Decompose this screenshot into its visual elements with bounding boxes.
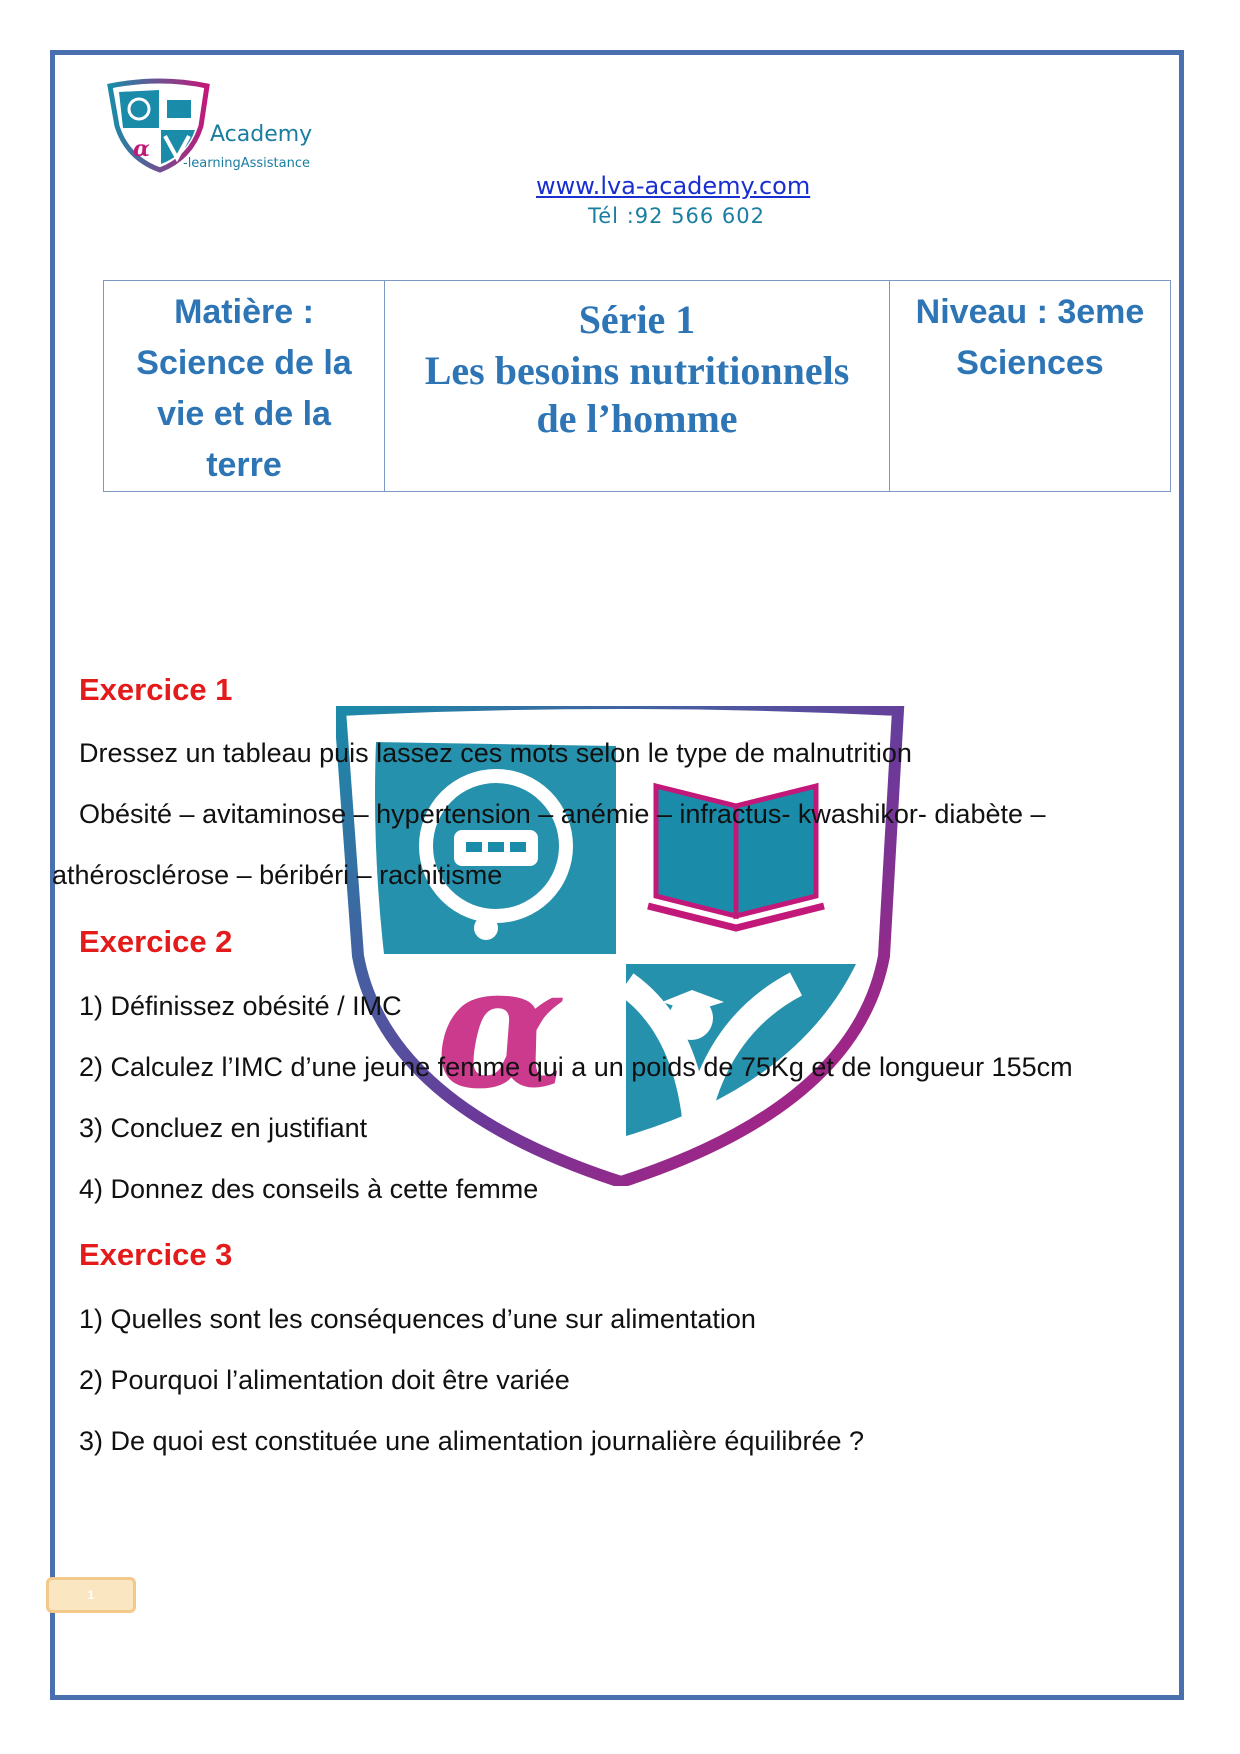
exercise-2-line: 3) Concluez en justifiant: [79, 1113, 368, 1143]
exercise-3-line: 3) De quoi est constituée une alimentation journalière équilibrée ?: [79, 1426, 864, 1456]
header-table: [103, 280, 1171, 492]
svg-text:α: α: [133, 136, 150, 162]
alpha-icon: [436, 927, 567, 1127]
exercise-3-line: 1) Quelles sont les conséquences d’une sur alimentation: [79, 1304, 756, 1334]
series-title-line: Les besoins nutritionnels: [424, 348, 850, 393]
watermark-logo-icon: [336, 706, 906, 1186]
brand-tagline: -learningAssistance: [183, 156, 310, 171]
exercise-2-line: 1) Définissez obésité / IMC: [79, 991, 402, 1021]
subject-cell: [104, 281, 385, 492]
svg-text:α: α: [436, 927, 567, 1127]
exercise-3-title: Exercice 3: [79, 1237, 233, 1272]
exercise-1-line: Obésité – avitaminose – hypertension – anémie – infractus- kwashikor- diabète –: [79, 799, 1046, 829]
series-number: Série 1: [578, 297, 696, 342]
level-line: Sciences: [956, 344, 1104, 382]
website-link[interactable]: www.lva-academy.com: [536, 172, 811, 200]
page-number: 1: [46, 1577, 136, 1613]
brand-name: Academy: [210, 122, 313, 147]
exercise-1-line: Dressez un tableau puis lassez ces mots selon le type de malnutrition: [79, 738, 912, 768]
exercise-2-line: 4) Donnez des conseils à cette femme: [79, 1174, 539, 1204]
subject-line: Science de la: [136, 344, 352, 382]
subject-line: Matière :: [174, 293, 314, 331]
level-line: Niveau : 3eme: [915, 293, 1145, 331]
subject-line: vie et de la: [157, 395, 331, 433]
series-cell: [385, 281, 890, 492]
exercise-2-line: 2) Calculez l’IMC d’une jeune femme qui a un poids de 75Kg et de longueur 155cm: [79, 1052, 1073, 1082]
series-title-line: de l’homme: [536, 396, 738, 441]
exercise-1-line: athérosclérose – béribéri – rachitisme: [52, 860, 503, 890]
exercise-1-title: Exercice 1: [79, 672, 233, 707]
exercise-2-title: Exercice 2: [79, 924, 233, 959]
subject-line: terre: [206, 446, 282, 484]
level-cell: [890, 281, 1171, 492]
exercise-3-line: 2) Pourquoi l’alimentation doit être variée: [79, 1365, 570, 1395]
phone-number: Tél :92 566 602: [588, 204, 766, 228]
